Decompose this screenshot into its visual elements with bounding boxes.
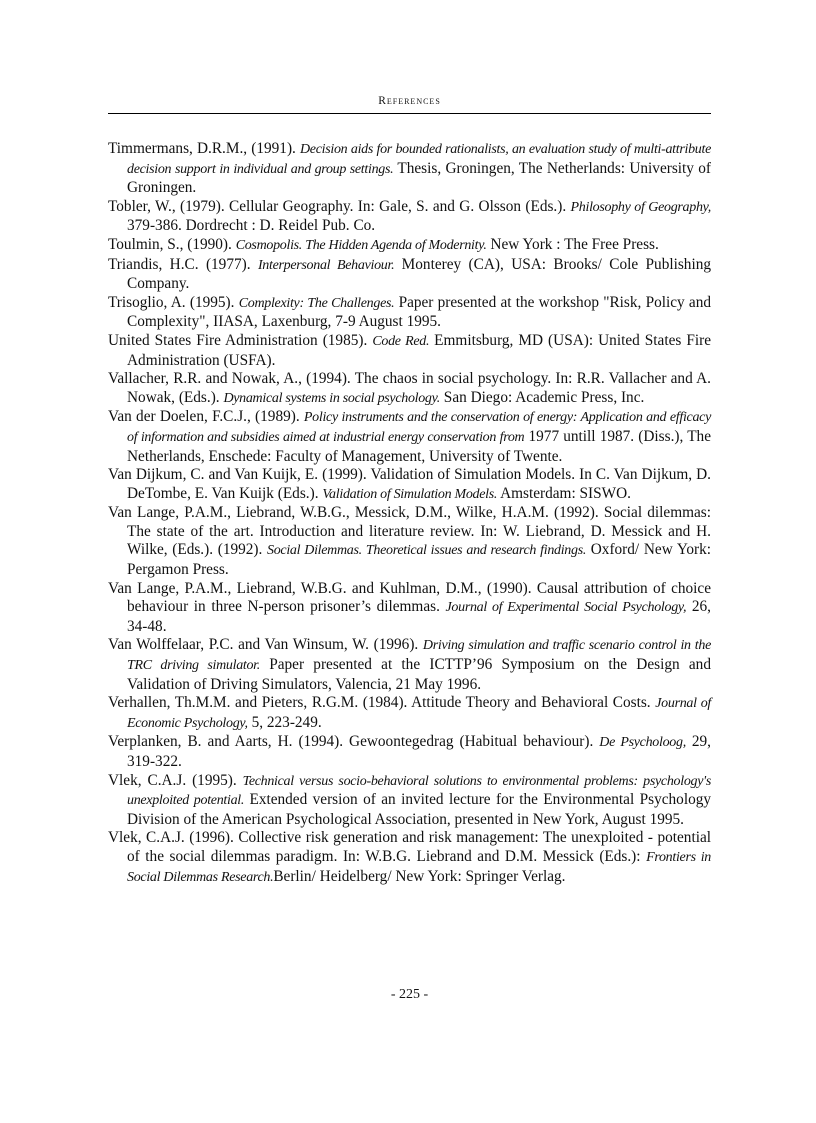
reference-title: Code Red. (372, 333, 430, 349)
reference-text: Toulmin, S., (1990). (108, 235, 236, 253)
reference-title: Dynamical systems in social psychology. (223, 390, 440, 406)
reference-entry (108, 694, 711, 733)
reference-entry (108, 636, 711, 694)
reference-text: Extended version of an invited lecture for the Environmental Psychology Division of the American Psychological Association, presented in New York, August 1995. (127, 791, 712, 828)
reference-text: Triandis, H.C. (1977). (108, 255, 258, 273)
reference-text: Oxford/ New York: Pergamon Press. (127, 541, 712, 579)
running-header: References (378, 95, 441, 107)
reference-entry (108, 140, 711, 198)
reference-entry (108, 466, 711, 504)
header-rule (108, 113, 711, 114)
reference-text: 379-386. Dordrecht : D. Reidel Pub. Co. (127, 217, 376, 235)
reference-entry (108, 256, 711, 294)
reference-text: 29, 319-322. (127, 733, 711, 770)
reference-title: Policy instruments and the conservation of energy: Application and efficacy of information and subsidies aimed at industrial energy conservation from (127, 410, 711, 445)
reference-text: New York : The Free Press. (486, 235, 659, 253)
reference-entry (108, 829, 711, 887)
reference-title: De Psycholoog, (599, 735, 686, 751)
reference-entry (108, 198, 711, 236)
page-number: - 225 - (390, 987, 429, 1002)
reference-title: Validation of Simulation Models. (322, 486, 498, 502)
reference-text: Vlek, C.A.J. (1996). Collective risk generation and risk management: The unexploited - potential of the social dilemmas paradigm. In: W.B.G. Liebrand and D.M. Messick (Eds.): (108, 829, 711, 865)
reference-entry (108, 733, 711, 771)
reference-text: Tobler, W., (1979). Cellular Geography. In: Gale, S. and G. Olsson (Eds.). (108, 197, 571, 215)
reference-text: Amsterdam: SISWO. (497, 484, 631, 502)
reference-text: Vallacher, R.R. and Nowak, A., (1994). The chaos in social psychology. In: R.R. Vallacher and A. Nowak, (Eds.). (108, 370, 711, 406)
reference-text: Emmitsburg, MD (USA): United States Fire Administration (USFA). (127, 331, 711, 369)
reference-entry (108, 504, 711, 579)
reference-title: Frontiers in Social Dilemmas Research. (127, 849, 711, 885)
reference-text: Paper presented at the ICTTP’96 Symposium on the Design and Validation of Driving Simulators, Valencia, 21 May 1996. (127, 656, 711, 693)
reference-title: Complexity: The Challenges. (238, 295, 395, 311)
reference-text: United States Fire Administration (1985). (108, 331, 373, 349)
reference-text: Thesis, Groningen, The Netherlands: University of Groningen. (127, 159, 711, 197)
reference-text: Van Lange, P.A.M., Liebrand, W.B.G., Messick, D.M., Wilke, H.A.M. (1992). Social dilemmas: The state of the art. Introduction and literature review. In: W. Liebrand, D. Messick and H. Wilke, (Eds.). (1992). (108, 504, 711, 559)
reference-text: 1977 untill 1987. (Diss.), The Netherlands, Enschede: Faculty of Management, University of Twente. (127, 427, 711, 465)
reference-text: Paper presented at the workshop "Risk, Policy and Complexity", IIASA, Laxenburg, 7-9 August 1995. (127, 293, 711, 331)
reference-text: Van Dijkum, C. and Van Kuijk, E. (1999). Validation of Simulation Models. In C. Van Dijkum, D. DeTombe, E. Van Kuijk (Eds.). (108, 466, 711, 502)
reference-text: Trisoglio, A. (1995). (108, 293, 239, 311)
reference-title: Driving simulation and traffic scenario control in the TRC driving simulator. (127, 638, 711, 674)
reference-entry (108, 408, 711, 466)
reference-text: Van Wolffelaar, P.C. and Van Winsum, W. (1996). (108, 636, 423, 654)
reference-title: Philosophy of Geography, (570, 199, 711, 215)
reference-text: Timmermans, D.R.M., (1991). (108, 140, 300, 157)
reference-text: Verhallen, Th.M.M. and Pieters, R.G.M. (1984). Attitude Theory and Behavioral Costs. (108, 694, 656, 712)
reference-title: Journal of Experimental Social Psychology, (445, 600, 687, 616)
reference-title: Technical versus socio-behavioral solutions to environmental problems: psychology's unexploited potential. (127, 773, 711, 809)
reference-text: Van Lange, P.A.M., Liebrand, W.B.G. and Kuhlman, D.M., (1990). Causal attribution of choice behaviour in three N-person prisoner’s dilemmas. (108, 579, 711, 616)
reference-text: Vlek, C.A.J. (1995). (108, 771, 243, 789)
reference-title: Journal of Economic Psychology, (127, 696, 711, 731)
reference-entry (108, 236, 711, 256)
reference-entry (108, 370, 711, 408)
reference-entry (108, 772, 711, 830)
reference-text: Berlin/ Heidelberg/ New York: Springer Verlag. (273, 867, 566, 885)
reference-text: 26, 34-48. (127, 598, 711, 635)
reference-text: Van der Doelen, F.C.J., (1989). (108, 408, 304, 426)
reference-text: Verplanken, B. and Aarts, H. (1994). Gewoontegedrag (Habitual behaviour). (108, 733, 600, 751)
reference-title: Cosmopolis. The Hidden Agenda of Modernity. (235, 237, 487, 253)
reference-text: 5, 223-249. (247, 713, 322, 731)
reference-entry (108, 580, 711, 637)
reference-entry (108, 332, 711, 370)
reference-title: Decision aids for bounded rationalists, an evaluation study of multi-attribute decision support in individual and group settings. (127, 142, 712, 177)
reference-title: Social Dilemmas. Theoretical issues and research findings. (267, 543, 587, 559)
reference-entry (108, 294, 711, 332)
reference-list (108, 140, 711, 887)
reference-text: Monterey (CA), USA: Brooks/ Cole Publishing Company. (127, 255, 711, 293)
reference-title: Interpersonal Behaviour. (257, 257, 395, 273)
reference-text: San Diego: Academic Press, Inc. (439, 388, 645, 406)
